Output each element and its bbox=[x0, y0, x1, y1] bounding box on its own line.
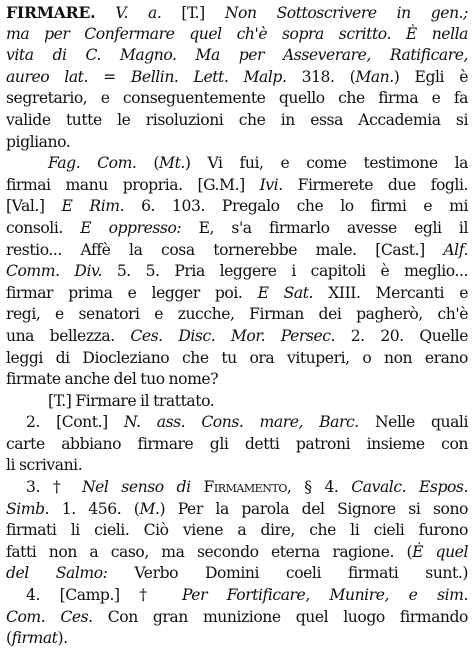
text-segment: 5. 5. Pria leggere i capitoli è meglio... bbox=[102, 262, 468, 281]
text-segment: Firmerete due fogli. bbox=[282, 175, 468, 194]
text-segment: ) Per la parola del Signore si sono bbox=[159, 499, 468, 518]
entry-line bbox=[6, 67, 468, 89]
text-segment: E Rim. bbox=[61, 197, 125, 216]
entry-line bbox=[6, 369, 468, 391]
text-segment: vita di C. Magno. Ma per Asseverare, Ratificare, bbox=[6, 46, 468, 65]
text-segment: 2. 20. Quelle bbox=[335, 326, 468, 345]
entry-line bbox=[6, 240, 468, 262]
text-segment: XIII. Mercanti e bbox=[313, 283, 468, 302]
entry-line bbox=[6, 542, 468, 564]
entry-line bbox=[6, 132, 468, 154]
entry-line bbox=[6, 563, 468, 585]
entry-line bbox=[6, 24, 468, 46]
entry-line bbox=[6, 196, 468, 218]
text-segment: E oppresso: bbox=[80, 218, 182, 237]
text-segment: Verbo Domini coeli firmati sunt.) bbox=[107, 564, 468, 583]
text-segment: [T.] Firmare il trattato. bbox=[48, 391, 215, 410]
text-segment: Fag. Com. bbox=[48, 154, 137, 173]
text-segment: Bellin. Lett. Malp. bbox=[130, 67, 287, 86]
text-segment: firmar prima e legger poi. bbox=[6, 283, 258, 302]
text-segment: segretario, e conseguentemente quello che firma e fa bbox=[6, 89, 468, 108]
text-segment: Ivi. bbox=[259, 175, 283, 194]
text-segment: Non Sottoscrivere in gen.; bbox=[224, 4, 468, 22]
text-segment: Simb. bbox=[6, 499, 50, 518]
text-segment: pigliano. bbox=[6, 132, 71, 151]
text-segment: Nel senso di bbox=[81, 478, 191, 497]
text-segment: consoli. bbox=[6, 218, 81, 237]
text-segment: del Salmo: bbox=[6, 564, 108, 583]
entry-line bbox=[6, 110, 468, 132]
entry-line bbox=[6, 175, 468, 197]
entry-line bbox=[6, 499, 468, 521]
text-segment: 1. 456. ( bbox=[49, 499, 140, 518]
text-segment: Ces. Disc. Mor. Persec. bbox=[130, 326, 336, 345]
text-segment: firmai manu propria. [G.M.] bbox=[6, 175, 260, 194]
text-segment: 6. 103. Pregalo che lo firmi e mi bbox=[124, 197, 468, 216]
text-segment: Nelle quali bbox=[358, 413, 468, 432]
text-segment: 4. [Camp.] † bbox=[26, 586, 182, 605]
text-segment: E, s'a firmarlo avesse egli il bbox=[181, 218, 468, 237]
text-segment: = bbox=[88, 67, 131, 86]
text-segment: ). bbox=[57, 629, 68, 648]
entry-line bbox=[6, 412, 468, 434]
text-segment: [Val.] bbox=[6, 197, 62, 216]
text-segment: FIRMARE. bbox=[6, 3, 96, 22]
text-segment: firmate anche del tuo nome? bbox=[6, 370, 219, 389]
text-segment: Com. Ces. bbox=[6, 607, 93, 626]
text-segment: Man. bbox=[355, 67, 394, 86]
text-segment bbox=[95, 4, 115, 22]
text-segment: leggi di Diocleziano che tu ora vituperi, o non erano bbox=[6, 348, 468, 367]
entry-line bbox=[6, 520, 468, 542]
entry-line bbox=[6, 455, 468, 477]
entry-line bbox=[6, 391, 468, 413]
text-segment: 318. ( bbox=[286, 67, 356, 86]
text-segment: E Sat. bbox=[257, 283, 314, 302]
text-segment: fatti non a caso, ma secondo eterna ragione. ( bbox=[6, 542, 413, 561]
entry-line bbox=[6, 2, 468, 24]
entry-line bbox=[6, 218, 468, 240]
text-segment: ( bbox=[136, 154, 160, 173]
entry-line bbox=[6, 477, 468, 499]
entry-line bbox=[6, 45, 468, 67]
text-segment: [T.] bbox=[161, 4, 225, 22]
text-segment bbox=[191, 478, 204, 496]
text-segment: Per Fortificare, Munire, e sim. bbox=[181, 586, 468, 605]
entry-line bbox=[6, 348, 468, 370]
text-segment: li scrivani. bbox=[6, 456, 83, 475]
text-segment: ( bbox=[6, 629, 12, 648]
text-segment: Cavalc. Espos. bbox=[351, 478, 468, 497]
text-segment: una bellezza. bbox=[6, 326, 131, 345]
text-segment: restio... Affè la cosa tornerebbe male. [Cast.] bbox=[6, 240, 444, 259]
text-segment: Alf. bbox=[443, 240, 468, 259]
entry-line bbox=[6, 304, 468, 326]
text-segment: aureo lat. bbox=[6, 67, 89, 86]
text-segment: regi, e senatori e zucche, Firman dei pagherò, ch'è bbox=[6, 305, 468, 324]
entry-line bbox=[6, 585, 468, 607]
text-segment: ma per Confermare quel ch'è sopra scritto. È nella bbox=[6, 24, 468, 43]
text-segment: 2. [Cont.] bbox=[26, 413, 124, 432]
entry-line bbox=[6, 88, 468, 110]
entry-line bbox=[6, 607, 468, 629]
text-segment: valide tutte le risoluzioni che in essa Accademia si bbox=[6, 110, 468, 129]
text-segment: 3. † bbox=[26, 478, 82, 497]
text-segment: ) Vi fui, e come testimone la bbox=[184, 154, 468, 173]
text-segment: , § 4. bbox=[286, 478, 352, 497]
entry-line bbox=[6, 153, 468, 175]
entry-line bbox=[6, 261, 468, 283]
text-segment: carte abbiano firmare gli detti patroni insieme con bbox=[6, 434, 468, 453]
entry-line bbox=[6, 628, 468, 650]
text-segment: Mt. bbox=[159, 154, 185, 173]
entry-line bbox=[6, 326, 468, 348]
text-segment: firmat bbox=[11, 629, 58, 648]
text-segment: N. ass. Cons. mare, Barc. bbox=[123, 413, 359, 432]
text-segment: firmati li cieli. Ciò viene a dire, che li cieli furono bbox=[6, 521, 468, 540]
text-segment: Comm. Div. bbox=[6, 262, 103, 281]
text-segment: Firmamento bbox=[203, 478, 287, 497]
text-segment: È quel bbox=[412, 542, 468, 561]
text-segment: V. a. bbox=[115, 4, 162, 22]
entry-line bbox=[6, 434, 468, 456]
dictionary-entry bbox=[6, 2, 468, 650]
text-segment: Con gran munizione quel luogo firmando bbox=[92, 607, 468, 626]
text-segment: M. bbox=[139, 499, 160, 518]
text-segment: ) Egli è bbox=[393, 67, 468, 86]
entry-line bbox=[6, 283, 468, 305]
